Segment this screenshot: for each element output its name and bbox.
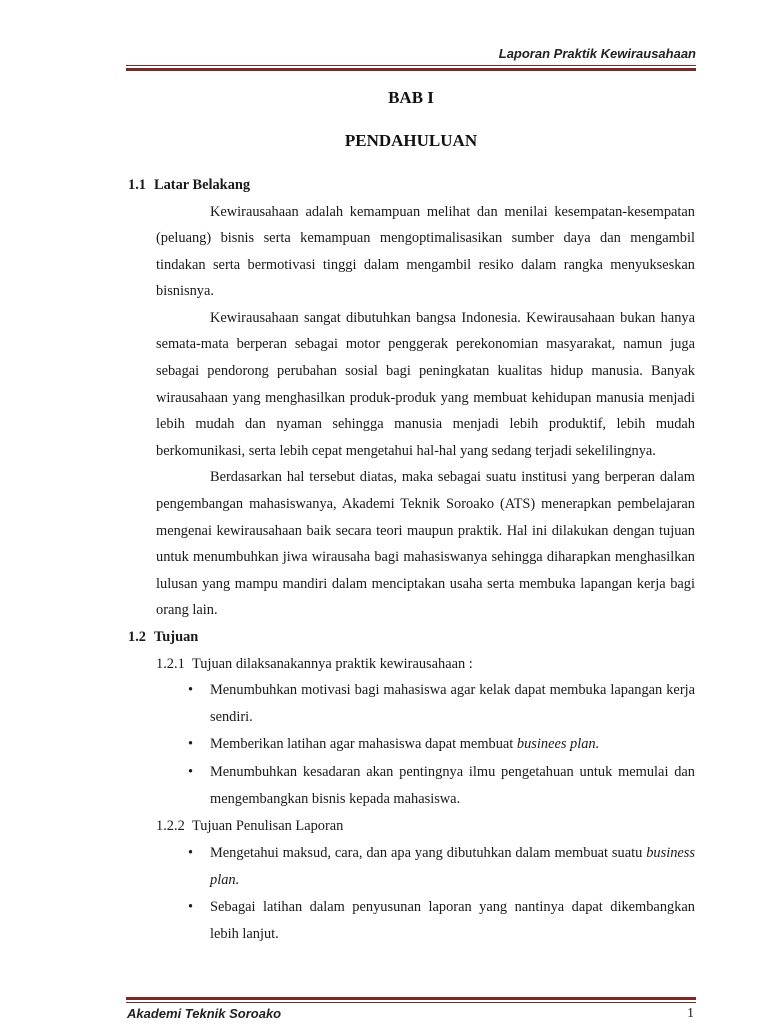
section-number: 1.2 <box>128 629 146 645</box>
bullet-icon: • <box>188 736 194 753</box>
page-number: 1 <box>687 1006 694 1021</box>
footer-rule-thin <box>126 1002 696 1003</box>
section-title: Tujuan <box>154 629 199 645</box>
list-item: • Menumbuhkan kesadaran akan pentingnya ilmu pengetahuan untuk memulai dan mengembangkan bisnis kepada mahasiswa. <box>210 759 695 813</box>
header-rule-thick <box>126 68 696 71</box>
subsection-title: Tujuan Penulisan Laporan <box>192 818 344 835</box>
section-number: 1.1 <box>128 177 146 193</box>
bullet-icon: • <box>188 898 194 915</box>
subsection-number: 1.2.1 <box>156 655 185 672</box>
subsection-heading-1-2-2 <box>128 813 695 840</box>
chapter-title: PENDAHULUAN <box>344 131 478 150</box>
list-item: • Memberikan latihan agar mahasiswa dapat membuat businees plan. <box>210 731 695 758</box>
list-item: • Menumbuhkan motivasi bagi mahasiswa agar kelak dapat membuka lapangan kerja sendiri. <box>210 677 695 731</box>
bullet-icon: • <box>188 763 194 780</box>
bullet-icon: • <box>188 682 194 698</box>
footer-institution: Akademi Teknik Soroako <box>127 1006 282 1021</box>
bullet-list <box>128 677 695 813</box>
subsection-heading-1-2-1 <box>128 651 695 678</box>
paragraph: Kewirausahaan adalah kemampuan melihat dan menilai kesempatan-kesempatan (peluang) bisnis serta kemampuan mengoptimalisasikan sumber daya dan mengambil tindakan serta bermotivasi tinggi dalam mengambil resiko dalam rangka menyukseskan bisnisnya. <box>156 203 695 300</box>
section-heading-1-1 <box>128 172 695 199</box>
subsection-title: Tujuan dilaksanakannya praktik kewirausahaan : <box>192 655 473 672</box>
bullet-icon: • <box>188 844 194 861</box>
section-title: Latar Belakang <box>154 177 251 193</box>
section-heading-1-2 <box>128 624 695 651</box>
paragraph: Berdasarkan hal tersebut diatas, maka sebagai suatu institusi yang berperan dalam pengembangan mahasiswanya, Akademi Teknik Soroako (ATS) menerapkan pembelajaran mengenai kewirausahaan baik secara teori maupun praktik. Hal ini dilakukan dengan tujuan untuk menumbuhkan jiwa wirausaha bagi mahasiswanya sehingga diharapkan menghasilkan lulusan yang mampu mandiri dalam menciptakan usaha serta membuka lapangan kerja bagi orang lain. <box>156 469 695 619</box>
list-item: • Sebagai latihan dalam penyusunan laporan yang nantinya dapat dikembangkan lebih lanjut. <box>210 894 695 948</box>
bullet-list <box>128 840 695 949</box>
paragraph: Kewirausahaan sangat dibutuhkan bangsa Indonesia. Kewirausahaan bukan hanya semata-mata berperan sebagai motor penggerak perekonomian masyarakat, namun juga sebagai pendorong perubahan sosial bagi peningkatan kualitas hidup manusia. Banyak wirausahaan yang menghasilkan produk-produk yang membuat kehidupan manusia menjadi lebih mudah dan nyaman sehingga manusia menjadi lebih produktif, lebih mudah berkomunikasi, serta lebih cepat mengetahui hal-hal yang sedang terjadi sekelilingnya. <box>156 309 695 459</box>
list-item: • Mengetahui maksud, cara, dan apa yang dibutuhkan dalam membuat suatu business plan. <box>210 840 695 894</box>
header-rule-thin <box>126 65 696 66</box>
subsection-number: 1.2.2 <box>156 818 185 835</box>
footer-rule-thick <box>126 997 696 1000</box>
document-body <box>128 172 695 948</box>
chapter-number: BAB I <box>388 88 434 107</box>
running-header: Laporan Praktik Kewirausahaan <box>498 46 696 61</box>
